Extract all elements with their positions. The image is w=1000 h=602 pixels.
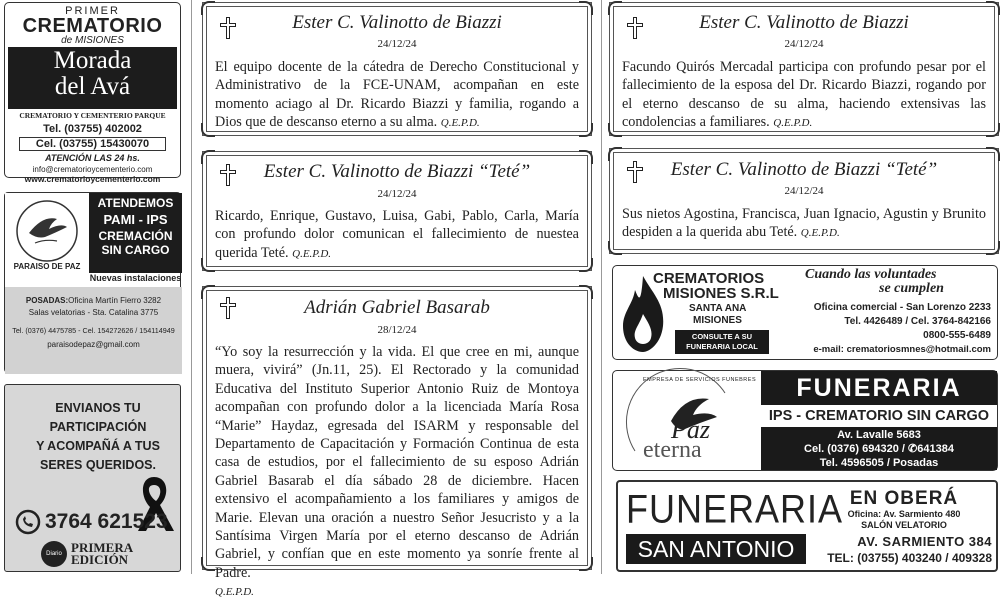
ad-cel: Cel. (03755) 15430070 <box>19 137 166 151</box>
ad-primera-brand <box>41 541 133 567</box>
ad-paz-paz: Paz <box>671 415 710 444</box>
ad-paz-dark: FUNERARIA <box>761 371 997 405</box>
ad-primera-text <box>23 399 173 475</box>
ad-web: www.crematorioycementerio.com <box>24 174 161 184</box>
notice-date: 24/12/24 <box>784 185 824 197</box>
notice-body: “Yo soy la resurrección y la vida. El que cree en mi, aunque muera, vivirá” (Jn.11, 25). El Rectorado y la comunidad Educativa del Instituto Superior Antonio Ruiz de Montoya acompañan con profundo dolor a la licenciada María Rosa “Marie” Haydaz, egresada del ISARM y responsable del Departamento de Capacitación y Formación Continua de esta casa de estudios, por el fallecimiento de su esposo Adrián Gabriel Basarab el día sábado 28 de diciembre. Hacen extensivo el acompañamiento a los familiares y amigos de Marie. Elevan una oración a nuestro Señor Jesucristo y a la Santísima Virgen María por el eterno descanso de Adrián Gabriel, y confían que en este momento ya sonríe frente al Padre. Q.E.P.D. <box>215 344 579 599</box>
ad-paz-logo <box>613 371 759 472</box>
ad-whatsapp <box>15 509 168 535</box>
ad-pami: PAMI - IPS <box>103 212 168 227</box>
notice-title: Ester C. Valinotto de Biazzi <box>699 12 909 33</box>
notice-body: Sus nietos Agostina, Francisca, Juan Ignacio, Agustin y Brunito despiden a la querida abu Teté. Q.E.P.D. <box>622 206 986 241</box>
notice-card <box>613 6 995 132</box>
ad-paz-cel: Cel. (0376) 694320 / ✆641384 <box>804 443 954 455</box>
notice-card <box>206 290 588 599</box>
ad-morada-del-ava <box>4 2 181 184</box>
notice-date: 24/12/24 <box>784 38 824 50</box>
ad-primera-line4: SERES QUERIDOS. <box>40 458 156 472</box>
ad-paraiso-email: paraisodepaz@gmail.com <box>47 340 140 349</box>
ad-name-line1: Morada <box>53 47 132 74</box>
ad-crem-slogan1: Cuando las voluntades <box>805 267 937 282</box>
notice-body: El equipo docente de la cátedra de Derecho Constitucional y Administrativo de la FCE-UNAM, acompañan en este momento aciago al Dr. Ricardo Biazzi y familia, rogando a Dios que de descanso eterno a su alma. Q.E.P.D. <box>215 59 579 131</box>
ad-primera-brand-small: Diario <box>46 551 62 557</box>
ad-crem-misiones: MISIONES <box>693 315 742 326</box>
ad-paz-arc: EMPRESA DE SERVICIOS FUNEBRES <box>643 377 757 383</box>
ad-primera-brand1: PRIMERA <box>71 540 134 555</box>
ad-sa-funeraria: FUNERARIA <box>626 486 844 532</box>
ad-oficina: Oficina Martín Fierro 3282 <box>68 296 162 305</box>
notice-qepd: Q.E.P.D. <box>440 117 480 130</box>
ad-primera-line2: PARTICIPACIÓN <box>49 420 147 434</box>
ad-name-block <box>8 47 177 109</box>
notice-date: 28/12/24 <box>377 324 417 336</box>
notice-title: Ester C. Valinotto de Biazzi “Teté” <box>263 161 531 182</box>
globe-icon <box>41 541 67 567</box>
ad-sa-oficina: Oficina: Av. Sarmiento 480 <box>847 509 961 519</box>
ad-crem-email: e-mail: crematoriosmnes@hotmail.com <box>813 344 991 355</box>
ad-email: info@crematorioycementerio.com <box>32 165 153 174</box>
ad-sa-name: SAN ANTONIO <box>626 534 806 564</box>
ad-paz-eterna-word: eterna <box>643 437 702 463</box>
ad-crem-name1: CREMATORIOS <box>653 270 765 287</box>
ad-paraiso-logo-text: PARAISO DE PAZ <box>13 262 81 271</box>
ad-sub: CREMATORIO Y CEMENTERIO PARQUE <box>19 111 166 120</box>
notice-qepd: Q.E.P.D. <box>292 247 332 260</box>
ad-cremacion: CREMACIÓN <box>98 229 173 243</box>
ad-crem-santa: SANTA ANA <box>689 303 747 314</box>
whatsapp-icon: ✆ <box>908 443 918 455</box>
ad-de-misiones: de MISIONES <box>61 35 124 46</box>
ad-paraiso-logo <box>5 193 89 286</box>
ad-sa-tel: TEL: (03755) 403240 / 409328 <box>827 551 992 565</box>
ad-paz-address: Av. Lavalle 5683 <box>837 429 921 441</box>
ad-paraiso-de-paz <box>4 192 181 373</box>
notice-date: 24/12/24 <box>377 38 417 50</box>
notice-qepd: Q.E.P.D. <box>215 586 254 599</box>
ad-crematorios-misiones <box>612 265 998 360</box>
ad-sa-address: AV. SARMIENTO 384 <box>857 534 992 549</box>
notice-title: Ester C. Valinotto de Biazzi <box>292 12 502 33</box>
notice-body: Facundo Quirós Mercadal participa con profundo pesar por el fallecimiento de la esposa del Dr. Ricardo Biazzi, rogando por el eterno descanso de su alma, haciendo extensivas las condolencias a familiares. Q.E.P.D. <box>622 59 986 131</box>
ad-primera-edicion <box>4 384 181 572</box>
ad-crem-oficina: Oficina comercial - San Lorenzo 2233 <box>813 302 991 313</box>
ad-primera-line1: ENVIANOS TU <box>55 401 141 415</box>
ad-san-antonio <box>616 480 998 572</box>
dove-icon <box>5 193 89 273</box>
column-divider <box>191 0 192 574</box>
ad-name-line2: del Avá <box>54 73 131 100</box>
ad-posadas-line <box>5 295 182 307</box>
notice-qepd: Q.E.P.D. <box>773 117 813 130</box>
ad-sin-cargo: SIN CARGO <box>101 243 170 257</box>
ad-nuevas: Nuevas instalaciones <box>89 273 182 283</box>
ad-atencion: ATENCIÓN LAS 24 hs. <box>45 153 140 163</box>
ad-paraiso-tel: Tel. (0376) 4475785 - Cel. 154272626 / 154114949 <box>12 326 175 335</box>
notice-qepd: Q.E.P.D. <box>800 227 840 240</box>
ad-crem-slogan2: se cumplen <box>879 281 944 296</box>
ad-paz-tel: Tel. 4596505 / Posadas <box>819 457 939 469</box>
notice-title: Ester C. Valinotto de Biazzi “Teté” <box>670 159 938 180</box>
ad-atendemos: ATENDEMOS <box>97 196 174 210</box>
ad-sa-salon: SALÓN VELATORIO <box>861 520 947 530</box>
ad-crem-800: 0800-555-6489 <box>923 330 991 341</box>
notice-card <box>206 155 588 267</box>
ad-tel: Tel. (03755) 402002 <box>43 123 142 135</box>
ad-primera-phone: 3764 621523 <box>45 510 168 533</box>
ad-paraiso-dark <box>89 193 182 273</box>
ad-crem-name2: MISIONES S.R.L <box>663 285 779 302</box>
ad-paraiso-info <box>5 287 182 374</box>
ad-primera-brand2: EDICIÓN <box>71 552 129 567</box>
ad-primer: PRIMER <box>65 5 120 17</box>
ad-crematorio: CREMATORIO <box>22 15 163 37</box>
ad-paz-ips: IPS - CREMATORIO SIN CARGO <box>768 408 990 424</box>
ad-posadas-label: POSADAS: <box>25 296 69 305</box>
ad-salas: Salas velatorias - Sta. Catalina 3775 <box>28 308 159 317</box>
column-divider <box>601 0 602 574</box>
ad-paz-dark2 <box>761 427 997 470</box>
notice-date: 24/12/24 <box>377 188 417 200</box>
ad-primera-line3: Y ACOMPAÑÁ A TUS <box>36 439 160 453</box>
notice-card <box>206 6 588 132</box>
whatsapp-icon <box>15 509 41 535</box>
ad-crem-consulte: CONSULTE A SU FUNERARIA LOCAL <box>675 330 769 354</box>
notice-card <box>613 152 995 250</box>
ad-sa-obera: EN OBERÁ <box>849 488 959 509</box>
notice-body: Ricardo, Enrique, Gustavo, Luisa, Gabi, Pablo, Carla, María con profundo dolor comunican el fallecimiento de nuestea querida Teté. Q.E.P.D. <box>215 208 579 261</box>
ad-crem-tel: Tel. 4426489 / Cel. 3764-842166 <box>844 316 991 327</box>
ad-paz-eterna <box>612 370 998 471</box>
notice-title: Adrián Gabriel Basarab <box>304 297 490 318</box>
